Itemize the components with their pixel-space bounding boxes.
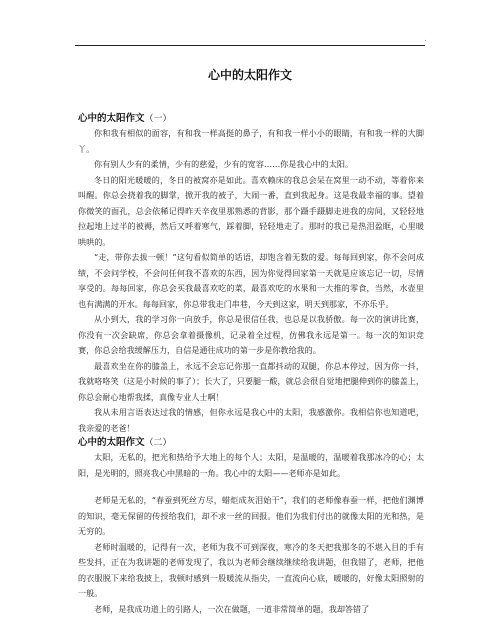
section-2-number: （二） bbox=[145, 438, 172, 448]
paragraph: 冬日的阳光暖暖的，冬日的被窝亦是如此。喜欢赖床的我总会呆在窝里一动不动，等着你来叫醒。你总会挠着我的脚掌，掀开我的被子，大闹一番，直到我起身。这是我最幸福的事。望着你微笑的面孔，总会依稀记得昨天辛夜里那熟悉的背影，那个蹑手蹑脚走进我的房间，又轻轻地拉起地上过半的被褥，然后又呼着寒气，踩着脚，轻轻地走了。那时的我已是热泪盈眶，心里暖哄哄的。 bbox=[78, 173, 424, 251]
paragraph: 从小到大，我的学习你一向放手，你总是很信任我，也总是以我骄傲。每一次的演讲比赛，你没有一次会缺席，你总会拿着摄像机，记录着全过程，仿佛我永远是第一。每一次的知识竞赛，你总会给我缓解压力，自信是通往成功的第一步是你教给我的。 bbox=[78, 312, 424, 359]
article-body bbox=[78, 112, 424, 617]
header-mark: . bbox=[424, 34, 427, 44]
paragraph: 最喜欢坐在你的膝盖上，永远不会忘记你那一直都抖动的双腿，你总本停过，因为你一抖，我就咯咯笑（这是小时候的事了）；长大了，只要腿一酸，就总会很自觉地把腿伸到你的膝盖上，你总会耐心地帮我揉，真像专业人士啊！ bbox=[78, 359, 424, 406]
paragraph: 我从未用言语表达过我的情感，但你永远是我心中的太阳，我感激你。我相信你也知道吧，我亲爱的老爸！ bbox=[78, 405, 424, 436]
section-2-title bbox=[78, 436, 424, 450]
section-1-title-text: 心中的太阳作文 bbox=[78, 113, 145, 124]
section-1-number: （一） bbox=[145, 114, 172, 124]
paragraph: 你有别人少有的柔情，少有的慈爱，少有的宽容……你是我心中的太阳。 bbox=[78, 157, 424, 173]
paragraph: 老师是无私的，“春蚕到死丝方尽，蜡炬成灰泪始干”，我们的老师像春蚕一样，把他们渊博的知识，毫无保留的传授给我们，却不求一丝的回报。他们为我们付出的就像太阳的光和热，是无穷的。 bbox=[78, 493, 424, 540]
paragraph: 你和我有相似的面容，有和我一样高挺的鼻子，有和我一样小小的眼睛，有和我一样的大脚丫。 bbox=[78, 126, 424, 157]
paragraph: 老师，是我成功道上的引路人，一次在做题，一道非常简单的题，我却答错了 bbox=[78, 602, 424, 617]
section-2-title-text: 心中的太阳作文 bbox=[78, 437, 145, 448]
paragraph: 老师时温暖的，记得有一次，老师为我不可到深夜，寒冷的冬天把我那冬的不堪入目的手有些发抖，正在为我讲题的老师发现了，我以为老师会继续继续给我讲题，但我错了，老师，把他的衣服脱下来给我披上，我顿时感到一股暖流从指尖，一直流向心底，暖暖的，好像太阳照射的一般。 bbox=[78, 540, 424, 602]
section-1-title bbox=[78, 112, 424, 126]
paragraph: “走，带你去拔一顿！”这句看似简单的话语，却饱含着无数的爱。每每回到家，你不会问成绩，不会问学校，不会问任何我不喜欢的东西，因为你觉得回家第一天就是应该忘记一切，尽情享受的。每每回家，你总会买我最喜欢吃的菜，最喜欢吃的水果和一大推的零食，当然，水壶里也有满满的开水。每每回家，你总带我走门串巷，今天到这家，明天到那家，不亦乐乎。 bbox=[78, 250, 424, 312]
header-rule bbox=[75, 45, 425, 46]
page-title: 心中的太阳作文 bbox=[0, 66, 500, 83]
paragraph: 太阳，无私的，把光和热给予大地上的每个人；太阳，是温暖的，温暖着我那冰冷的心；太阳，是光明的，照亮我心中黑暗的一角。我心中的太阳——老师亦是如此。 bbox=[78, 450, 424, 481]
